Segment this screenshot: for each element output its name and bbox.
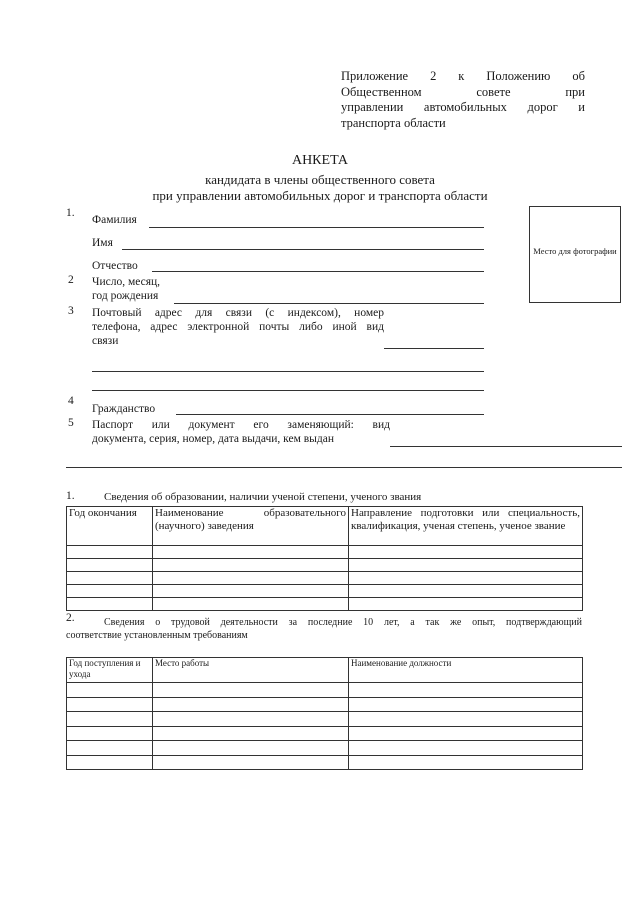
section-number: 2. [66,612,75,624]
appendix-line: Приложение 2 к Положению об [341,69,585,83]
table-cell[interactable] [349,697,583,712]
appendix-line: управлении автомобильных дорог и [341,100,585,114]
education-table [66,506,583,611]
passport-field[interactable] [390,446,622,447]
table-cell[interactable] [67,726,153,741]
table-cell[interactable] [153,683,349,698]
table-row [67,598,583,611]
table-cell[interactable] [349,572,583,585]
table-cell[interactable] [349,712,583,727]
column-header: Год окончания [67,507,153,546]
passport-field[interactable] [66,467,622,468]
birth-date-field[interactable] [174,303,484,304]
table-cell[interactable] [67,585,153,598]
citizenship-field[interactable] [176,414,484,415]
table-cell[interactable] [153,585,349,598]
passport-label: Паспорт или документ его заменяющий: вид [92,419,390,431]
table-row [67,559,583,572]
field-number: 4 [68,395,74,407]
table-cell[interactable] [67,683,153,698]
work-table [66,657,583,770]
appendix-reference [341,69,585,131]
table-cell[interactable] [153,726,349,741]
field-number: 5 [68,417,74,429]
table-cell[interactable] [153,598,349,611]
page-title: АНКЕТА [291,153,349,168]
table-cell[interactable] [349,726,583,741]
table-cell[interactable] [153,572,349,585]
work-heading: Сведения о трудовой деятельности за последние 10 лет, а так же опыт, подтверждающий [104,617,582,628]
table-row [67,697,583,712]
section-number: 1. [66,490,75,502]
table-cell[interactable] [349,546,583,559]
table-row [67,726,583,741]
appendix-line: Общественном совете при [341,84,585,99]
table-row [67,683,583,698]
table-cell[interactable] [349,683,583,698]
education-heading: Сведения об образовании, наличии ученой степени, ученого звания [104,491,422,503]
table-cell[interactable] [67,755,153,770]
table-row [67,572,583,585]
table-row [67,546,583,559]
field-number: 3 [68,305,74,317]
table-row [67,741,583,756]
table-cell[interactable] [349,559,583,572]
address-label: Почтовый адрес для связи (с индексом), номер [92,307,384,319]
work-heading: соответствие установленным требованиям [66,630,248,641]
field-number: 2 [68,274,74,286]
citizenship-label: Гражданство [92,403,156,415]
column-header: Наименование образовательного (научного) заведения [153,507,349,546]
column-header: Направление подготовки или специальность, квалификация, ученая степень, ученое звание [349,507,583,546]
contact-field[interactable] [92,390,484,391]
table-cell[interactable] [67,741,153,756]
table-cell[interactable] [153,559,349,572]
table-cell[interactable] [153,712,349,727]
table-cell[interactable] [349,741,583,756]
table-cell[interactable] [67,559,153,572]
table-row [67,712,583,727]
patronymic-field[interactable] [152,271,484,272]
appendix-line: транспорта области [341,115,446,130]
photo-label: Место для фотографии [533,246,617,256]
table-row [67,585,583,598]
address-label: связи [92,335,119,347]
table-cell[interactable] [153,741,349,756]
table-cell[interactable] [153,697,349,712]
passport-label: документа, серия, номер, дата выдачи, кем выдан [92,433,335,445]
table-cell[interactable] [67,598,153,611]
page-subtitle: при управлении автомобильных дорог и транспорта области [152,188,488,203]
contact-field[interactable] [92,371,484,372]
address-label: телефона, адрес электронной почты либо иной вид [92,321,384,333]
table-cell[interactable] [153,755,349,770]
name-label: Имя [92,237,113,249]
contact-field[interactable] [384,348,484,349]
column-header: Год поступления и ухода [67,658,153,683]
table-cell[interactable] [153,546,349,559]
table-cell[interactable] [349,598,583,611]
patronymic-label: Отчество [92,260,138,272]
surname-label: Фамилия [92,214,137,226]
table-cell[interactable] [349,585,583,598]
birth-date-label: год рождения [92,290,159,302]
table-cell[interactable] [67,697,153,712]
table-cell[interactable] [67,712,153,727]
table-cell[interactable] [349,755,583,770]
name-field[interactable] [122,249,484,250]
surname-field[interactable] [149,227,484,228]
table-cell[interactable] [67,546,153,559]
page-subtitle: кандидата в члены общественного совета [205,172,435,187]
table-row [67,755,583,770]
table-cell[interactable] [67,572,153,585]
column-header: Наименование должности [349,658,583,683]
field-number: 1. [66,207,75,219]
birth-date-label: Число, месяц, [92,276,161,288]
column-header: Место работы [153,658,349,683]
